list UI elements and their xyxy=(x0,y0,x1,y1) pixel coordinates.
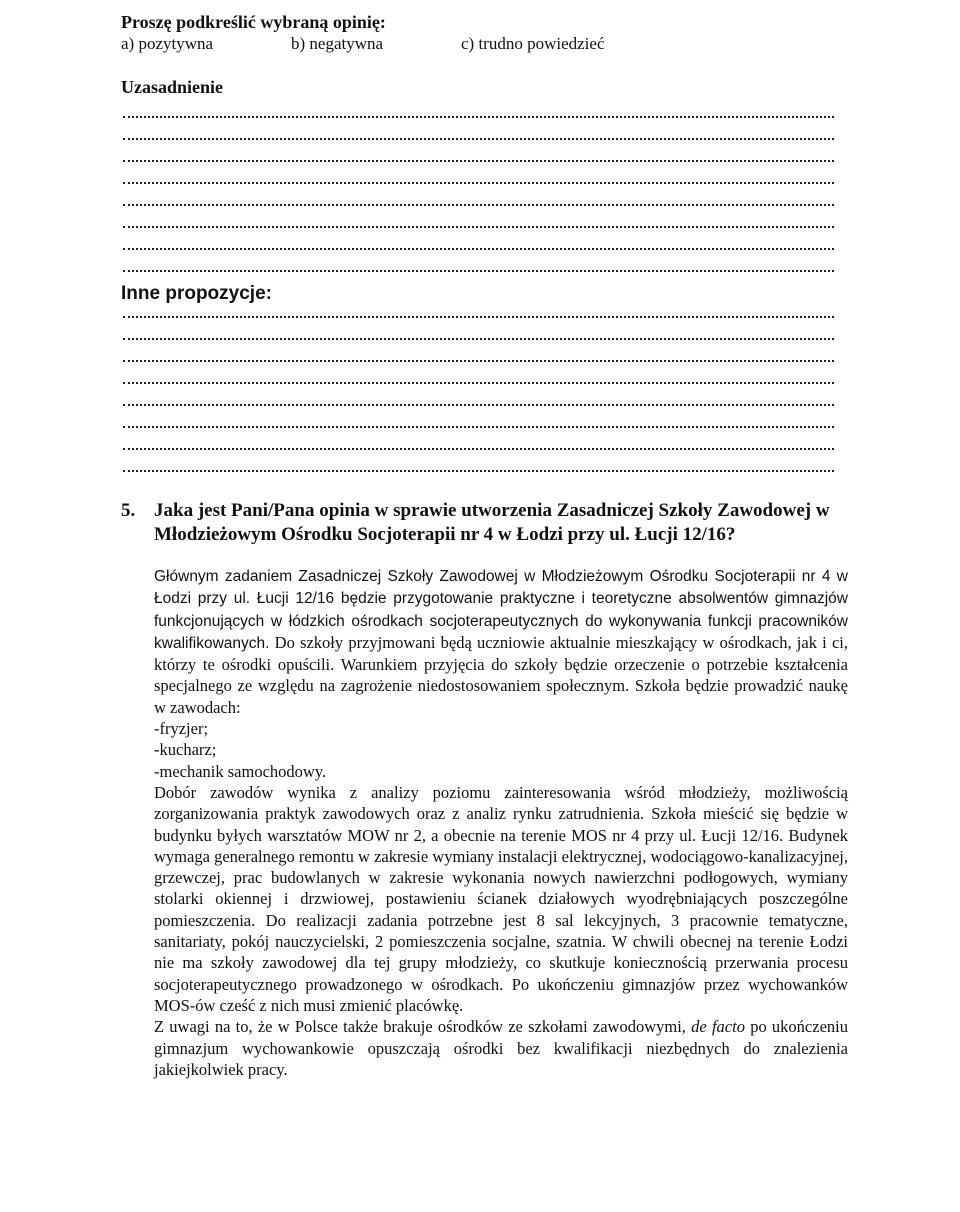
answer-paragraph-1b: Do szkoły przyjmowani będą uczniowie aktualnie mieszkający w ośrodkach, jak i ci, którzy te ośrodki opuścili. Warunkiem przyjęcia do szkoły będzie orzeczenie o potrzebie kształcenia specjalnego ze względu na zagrożenie niedostosowaniem społecznym. Szkoła będzie prowadzić naukę w zawodach: xyxy=(154,632,849,717)
dotted-line[interactable] xyxy=(123,448,834,450)
question-5 xyxy=(121,499,851,547)
dotted-line[interactable] xyxy=(123,204,834,206)
answer-paragraph-3-italic: de facto xyxy=(691,1017,745,1037)
opinion-options xyxy=(121,34,681,56)
answer-paragraph-3-start: Z uwagi na to, że w Polsce także brakuje ośrodków ze szkołami zawodowymi, xyxy=(154,1017,686,1037)
dotted-line[interactable] xyxy=(123,338,834,340)
dotted-line[interactable] xyxy=(123,248,834,250)
opinion-instruction: Proszę podkreślić wybraną opinię: xyxy=(121,12,386,32)
question-number: 5. xyxy=(121,500,136,521)
profession-item: -mechanik samochodowy. xyxy=(154,761,327,781)
dotted-line[interactable] xyxy=(123,226,834,228)
answer-paragraph-3 xyxy=(154,1016,848,1080)
dotted-line[interactable] xyxy=(123,316,834,318)
answer-paragraph-3-end: po ukończeniu gimnazjum wychowankowie opuszczają ośrodki bez kwalifikacji niezbędnych do znalezienia jakiejkolwiek pracy. xyxy=(154,1017,848,1079)
dotted-line[interactable] xyxy=(123,182,834,184)
other-proposals-heading: Inne propozycje: xyxy=(121,283,272,304)
option-hard-to-say[interactable]: c) trudno powiedzieć xyxy=(461,34,605,53)
dotted-line[interactable] xyxy=(123,270,834,272)
dotted-line[interactable] xyxy=(123,426,834,428)
dotted-line[interactable] xyxy=(123,160,834,162)
dotted-line[interactable] xyxy=(123,116,834,118)
dotted-line[interactable] xyxy=(123,470,834,472)
dotted-line[interactable] xyxy=(123,138,834,140)
answer-paragraph-2: Dobór zawodów wynika z analizy poziomu zainteresowania wśród młodzieży, możliwością zorganizowania praktyk zawodowych oraz z analiz rynku zatrudnienia. Szkoła mieścić się będzie w budynku byłych warsztatów MOW nr 2, a obecnie na terenie MOS nr 4 przy ul. Łucji 12/16. Budynek wymaga generalnego remontu w zakresie wymiany instalacji elektrycznej, wodociągowo-kanalizacyjnej, grzewczej, prac budowlanych w zakresie wykonania nowych nawierzchni podłogowych, wymiany stolarki okiennej i drzwiowej, postawieniu ścianek działowych wyodrębniających poszczególne pomieszczenia. Do realizacji zadania potrzebne jest 8 sal lekcyjnych, 3 pracownie tematyczne, sanitariaty, pokój nauczycielski, 2 pomieszczenia socjalne, szatnia. W chwili obecnej na terenie Łodzi nie ma szkoły zawodowej dla tej grupy młodzieży, co skutkuje koniecznością przerwania procesu socjoterapeutycznego prowadzonego w ośrodkach. Po ukończeniu gimnazjów przez wychowanków MOS-ów cześć z nich musi zmienić placówkę. xyxy=(154,782,848,1015)
dotted-line[interactable] xyxy=(123,382,834,384)
answer-text xyxy=(154,565,848,1080)
answer-paragraph-1a: Głównym zadaniem Zasadniczej Szkoły Zawodowej w Młodzieżowym Ośrodku Socjoterapii nr 4 w Łodzi przy ul. Łucji 12/16 będzie przygotowanie praktyczne i teoretyczne absolwentów gimnazjów funkcjonujących w łódzkich ośrodkach socjoterapeutycznych do wykonywania funkcji pracowników kwalifikowanych. xyxy=(154,568,848,652)
dotted-line[interactable] xyxy=(123,360,834,362)
question-text: Jaka jest Pani/Pana opinia w sprawie utworzenia Zasadniczej Szkoły Zawodowej w Młodzieżowym Ośrodku Socjoterapii nr 4 w Łodzi przy ul. Łucji 12/16? xyxy=(154,500,830,545)
justification-heading: Uzasadnienie xyxy=(121,77,224,97)
profession-item: -kucharz; xyxy=(154,740,217,760)
option-negative[interactable]: b) negatywna xyxy=(291,34,384,53)
option-positive[interactable]: a) pozytywna xyxy=(121,34,214,53)
profession-item: -fryzjer; xyxy=(154,719,209,739)
dotted-line[interactable] xyxy=(123,404,834,406)
